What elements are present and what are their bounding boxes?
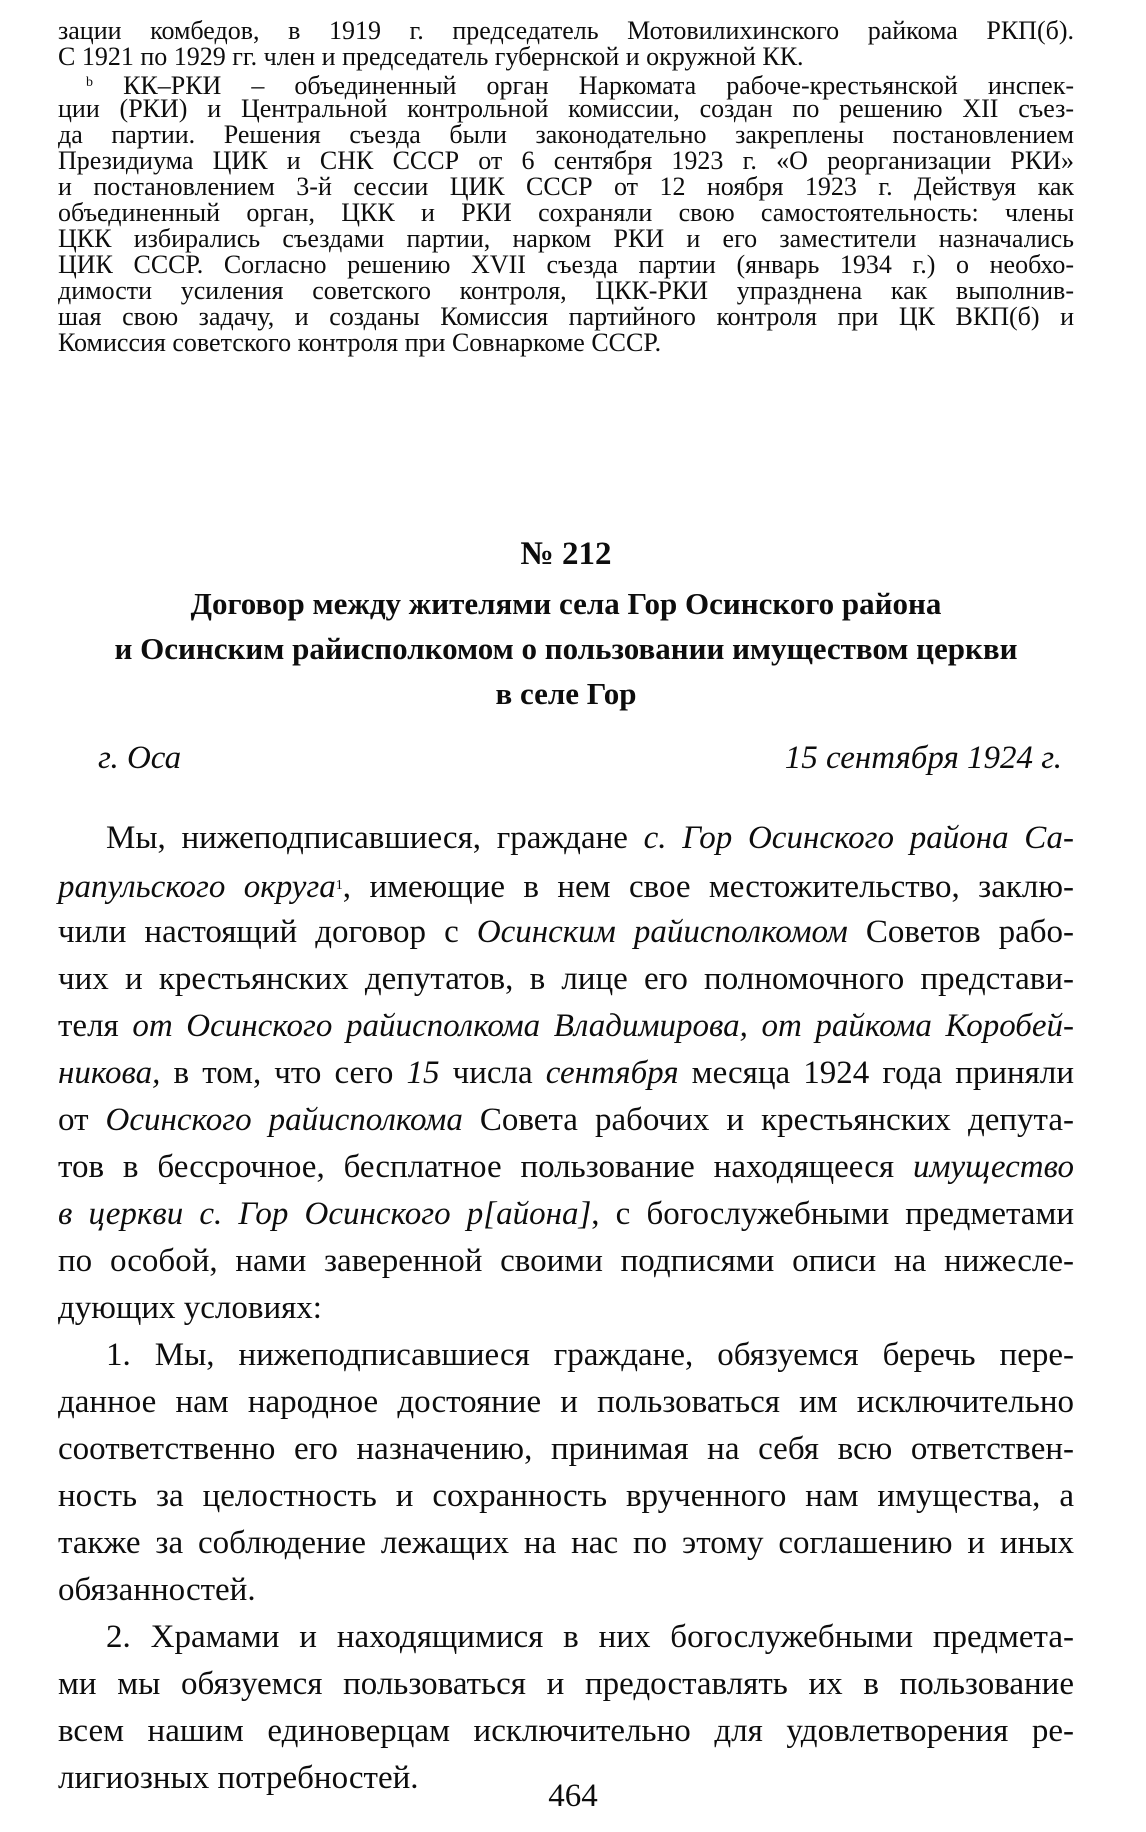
document-date: 15 сентября 1924 г. [784,740,1062,776]
document-number: № 212 [520,536,612,572]
body-line: соответственно его назначению, принимая на себя всю ответствен- [58,1431,1074,1467]
footnote-marker: b [86,75,93,90]
body-line [58,1191,1074,1238]
body-line: чих и крестьянских депутатов, в лице его полномочного представи- [58,961,1074,997]
text-run: , имеющие в нем свое местожительство, заклю- [342,869,1074,905]
document-heading [58,532,1074,716]
document-title-line: в селе Гор [495,676,637,711]
footnote-line: ЦИК СССР. Согласно решению XVII съезда партии (январь 1934 г.) о необхо- [58,250,1074,279]
footnote-line: да партии. Решения съезда были законодательно закреплены постановлением [58,120,1074,149]
footnote-line: Комиссия советского контроля при Совнаркоме СССР. [58,328,662,357]
body-line: 1. Мы, нижеподписавшиеся граждане, обязуемся беречь пере- [106,1337,1074,1373]
text-run: теля [58,1008,133,1044]
body-line: данное нам народное достояние и пользоваться им исключительно [58,1384,1074,1420]
footnote-text: КК–РКИ – объединенный орган Наркомата рабоче-крестьянской инспек- [123,71,1075,100]
body-line: ность за целостность и сохранность врученного нам имущества, а [58,1478,1074,1514]
footnote-line: объединенный орган, ЦКК и РКИ сохраняли свою самостоятельность: члены [58,198,1074,227]
footnote-line: зации комбедов, в 1919 г. председатель Мотовилихинского райкома РКП(б). [58,16,1074,45]
body-line: всем нашим единоверцам исключительно для удовлетворения ре- [58,1713,1074,1749]
body-line: также за соблюдение лежащих на нас по этому соглашению и иных [58,1525,1074,1561]
italic-run: в церкви с. Гор Осинского р [58,1196,484,1232]
footnote-line: и постановлением 3-й сессии ЦИК СССР от 12 ноября 1923 г. Действуя как [58,172,1074,201]
italic-run: 15 [406,1055,440,1091]
footnote-line: ЦКК избирались съездами партии, нарком РКИ и его заместители назначались [58,224,1074,253]
italic-run: [айона] [483,1196,592,1232]
italic-run: рапульского округа [58,869,336,905]
text-run: чили настоящий договор с [58,914,477,950]
text-run: Советов рабо- [847,914,1074,950]
text-run: от [58,1102,106,1138]
footnote-b-first-line [58,70,1075,100]
text-run: Мы, нижеподписавшиеся, граждане [106,820,644,856]
body-line: лигиозных потребностей. [58,1760,419,1796]
page-number: 464 [548,1778,598,1814]
place-date-line [58,738,1074,778]
text-run: месяца 1924 года приняли [678,1055,1074,1091]
text-run: Совета рабочих и крестьянских депута- [462,1102,1075,1138]
italic-run: Осинским райисполкомом [476,914,848,950]
document-title-line: Договор между жителями села Гор Осинского района [190,586,942,621]
text-run: в том, что сего [160,1055,407,1091]
body-line: 2. Храмами и находящимися в них богослужебными предмета- [106,1619,1074,1655]
text-run: , с богослужебными предметами [591,1196,1074,1232]
body-line: по особой, нами заверенной своими подписями описи на нижесле- [58,1243,1074,1279]
text-run: числа [439,1055,546,1091]
footnote-reference: 1 [335,878,343,893]
italic-run: Осинского райисполкома [105,1102,463,1138]
body-line [58,862,1074,909]
italic-run: сентября [545,1055,679,1091]
document-title-line: и Осинским райисполкомом о пользовании имуществом церкви [114,631,1018,666]
body-line: ми мы обязуемся пользоваться и предоставлять их в пользование [58,1666,1074,1702]
italic-run: имущество [912,1149,1074,1185]
body-line [58,1144,1074,1191]
footnotes [58,18,1074,356]
body-line [58,909,1074,956]
body-line: дующих условиях: [58,1290,322,1326]
body-line [58,1097,1074,1144]
footnote-line: ции (РКИ) и Центральной контрольной комиссии, создан по решению XII съез- [58,94,1074,123]
body-line [58,1050,1074,1097]
footnote-line: Президиума ЦИК и СНК СССР от 6 сентября 1923 г. «О реорганизации РКИ» [58,146,1074,175]
body-line [58,1003,1074,1050]
italic-run: с. Гор Осинского района Са- [643,820,1075,856]
document-place: г. Оса [98,740,182,776]
footnote-line: С 1921 по 1929 гг. член и председатель губернской и окружной КК. [58,42,804,71]
italic-run: от Осинского райисполкома Владимирова, от райкома Коробей- [132,1008,1074,1044]
document-body [58,815,1074,1802]
italic-run: никова, [58,1055,161,1091]
body-line: обязанностей. [58,1572,256,1608]
footnote-line: димости усиления советского контроля, ЦКК-РКИ упразднена как выполнив- [58,276,1074,305]
body-line [58,815,1074,862]
text-run: тов в бессрочное, бесплатное пользование находящееся [58,1149,913,1185]
footnote-line: шая свою задачу, и созданы Комиссия партийного контроля при ЦК ВКП(б) и [58,302,1074,331]
